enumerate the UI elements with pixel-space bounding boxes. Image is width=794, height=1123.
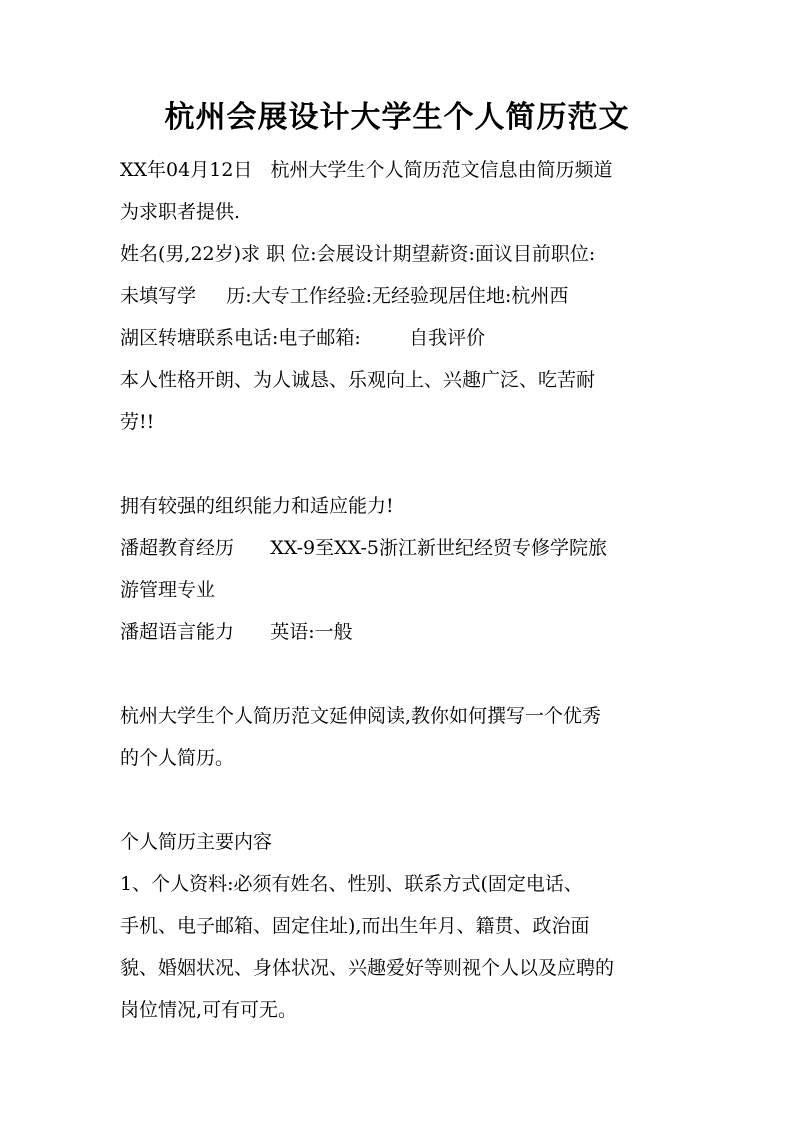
body-line-intro-cont: 为求职者提供. [120,201,241,223]
body-line-personal-info: 1、个人资料:必须有姓名、性别、联系方式(固定电话、 [120,873,583,895]
body-line-education-experience: 未填写学 历:大专工作经验:无经验现居住地:杭州西 [120,285,569,307]
body-line-personal-info-cont-1: 手机、电子邮箱、固定住址),而出生年月、籍贯、政治面 [120,915,590,937]
body-line-personal-info-cont-2: 貌、婚姻状况、身体状况、兴趣爱好等则视个人以及应聘的 [120,957,615,979]
body-line-personality-cont: 劳!! [120,411,155,433]
body-line-personal-info-cont-3: 岗位情况,可有可无。 [120,999,298,1021]
section-heading-resume-content: 个人简历主要内容 [120,831,273,853]
body-line-extended-reading: 杭州大学生个人简历范文延伸阅读,教你如何撰写一个优秀 [120,705,602,727]
body-line-language: 潘超语言能力 英语:一般 [120,621,353,643]
document-title: 杭州会展设计大学生个人简历范文 [164,100,630,135]
body-line-name-position: 姓名(男,22岁)求 职 位:会展设计期望薪资:面议目前职位: [120,243,596,265]
body-line-extended-reading-cont: 的个人简历。 [120,747,235,769]
body-line-date-intro: XX年04月12日 杭州大学生个人简历范文信息由简历频道 [120,159,613,181]
body-line-education-major: 游管理专业 [120,579,216,601]
body-line-abilities: 拥有较强的组织能力和适应能力! [120,495,394,517]
body-line-education-history: 潘超教育经历 XX-9至XX-5浙江新世纪经贸专修学院旅 [120,537,608,559]
body-line-contact-self-evaluation: 湖区转塘联系电话:电子邮箱: 自我评价 [120,327,486,349]
body-line-personality: 本人性格开朗、为人诚恳、乐观向上、兴趣广泛、吃苦耐 [120,369,596,391]
